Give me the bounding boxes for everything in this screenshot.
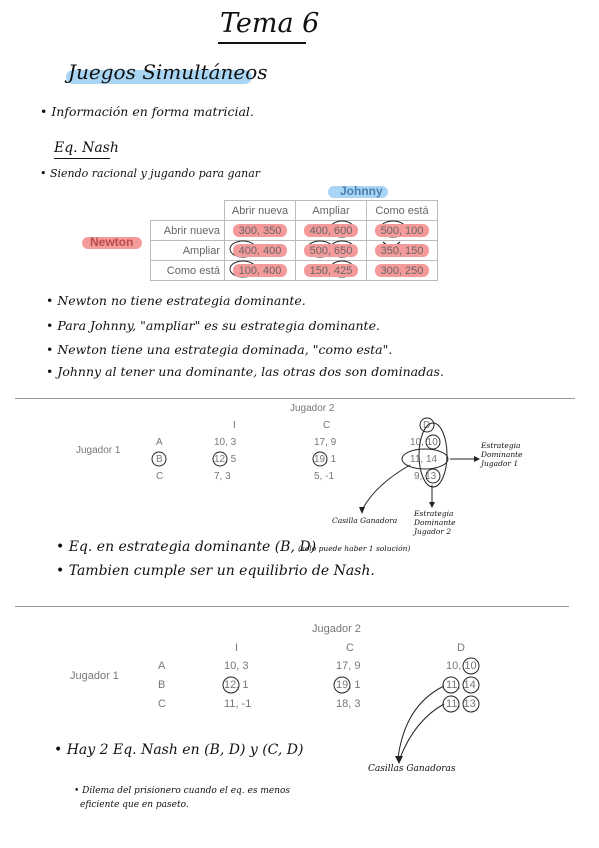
cell-value: 150, 425 — [309, 264, 353, 277]
cell-value: 19, 1 — [314, 454, 337, 465]
note-dilema-cont: eficiente que en paseto. — [80, 800, 189, 810]
cell-value: 300, 350 — [238, 224, 282, 237]
player-row-label: Jugador 1 — [70, 670, 119, 682]
cell-value: 100, 400 — [238, 264, 282, 277]
annotation-casilla: Casilla Ganadora — [332, 516, 398, 525]
note-line: • Para Johnny, "ampliar" es su estrategia dominante. — [46, 318, 380, 333]
note-line: • Newton no tiene estrategia dominante. — [46, 293, 306, 308]
column-header: I — [233, 420, 236, 431]
row-header: Como está — [151, 261, 225, 281]
column-header: Abrir nueva — [225, 201, 296, 221]
arrow-head — [395, 756, 403, 764]
column-header: C — [346, 642, 354, 654]
row-header: Ampliar — [151, 241, 225, 261]
cell-value: 500, 650 — [309, 244, 353, 257]
note-line: • Johnny al tener una dominante, las otras dos son dominadas. — [46, 364, 444, 379]
cell-value: 12, 1 — [224, 679, 249, 691]
column-header: Como está — [367, 201, 438, 221]
circle-mark — [463, 677, 479, 693]
cell-value: 11, 14 — [410, 454, 438, 465]
bullet-info: • Información en forma matricial. — [40, 104, 254, 119]
note-eq-dominante: • Eq. en estrategia dominante (B, D) — [56, 539, 317, 555]
cell-value: 300, 250 — [380, 264, 424, 277]
circle-mark — [463, 696, 479, 712]
row-header: A — [158, 660, 166, 672]
note-line: • Newton tiene una estrategia dominada, "como esta". — [46, 342, 393, 357]
column-header: C — [323, 420, 331, 431]
cell-value: 18, 3 — [336, 698, 361, 710]
annotation-casillas: Casillas Ganadoras — [368, 764, 456, 774]
note-hay-eq: • Hay 2 Eq. Nash en (B, D) y (C, D) — [54, 742, 304, 758]
column-header: I — [235, 642, 239, 654]
row-header: A — [156, 437, 163, 448]
cell-value: 400, 600 — [309, 224, 353, 237]
row-header: C — [158, 698, 166, 710]
cell-value: 9, 13 — [414, 471, 437, 482]
cell-value: 10, 10 — [410, 437, 438, 448]
player-row-label: Newton — [90, 235, 134, 249]
page-subtitle: Juegos Simultáneos — [68, 60, 268, 84]
page-title: Tema 6 — [220, 8, 320, 39]
cell-value: 500, 100 — [380, 224, 424, 237]
cell-value: 10, 10 — [446, 660, 477, 672]
row-header: B — [156, 454, 163, 465]
circle-mark — [334, 677, 350, 693]
cell-value: 19, 1 — [336, 679, 361, 691]
annotation-estrategia-1: Estrategia Dominante Jugador 1 — [481, 441, 523, 468]
note-dilema: • Dilema del prisionero cuando el eq. es menos — [74, 786, 291, 796]
cell-value: 17, 9 — [314, 437, 337, 448]
bullet-rational: • Siendo racional y jugando para ganar — [40, 167, 261, 180]
cell-value: 5, -1 — [314, 471, 335, 482]
eq-nash-heading: Eq. Nash — [54, 140, 119, 156]
row-header: Abrir nueva — [151, 221, 225, 241]
column-header: Ampliar — [296, 201, 367, 221]
annotation-estrategia-2: Estrategia Dominante Jugador 2 — [414, 509, 456, 536]
column-header: D — [457, 642, 465, 654]
circle-mark — [463, 658, 479, 674]
note-eq-aside: (solo puede haber 1 solución) — [298, 544, 411, 553]
circle-mark — [223, 677, 239, 693]
cell-value: 17, 9 — [336, 660, 361, 672]
player-row-label: Jugador 1 — [76, 445, 121, 456]
cell-value: 11, 13 — [446, 698, 476, 710]
cell-value: 400, 400 — [238, 244, 282, 257]
cell-value: 11, -1 — [224, 698, 252, 710]
player-col-label: Johnny — [340, 184, 383, 198]
note-tambien: • Tambien cumple ser un equilibrio de Nash. — [56, 563, 375, 579]
cell-value: 7, 3 — [214, 471, 231, 482]
circle-mark — [443, 677, 459, 693]
circle-mark — [443, 696, 459, 712]
player-col-label: Jugador 2 — [312, 623, 361, 635]
cell-value: 11, 14 — [446, 679, 476, 691]
arrow-line — [400, 704, 444, 758]
row-header: C — [156, 471, 164, 482]
cell-value: 10, 3 — [224, 660, 249, 672]
column-header: D — [423, 420, 431, 431]
cell-value: 12, 5 — [214, 454, 237, 465]
cell-value: 350, 150 — [380, 244, 424, 257]
row-header: B — [158, 679, 166, 691]
cell-value: 10, 3 — [214, 437, 237, 448]
player-col-label: Jugador 2 — [290, 403, 335, 414]
